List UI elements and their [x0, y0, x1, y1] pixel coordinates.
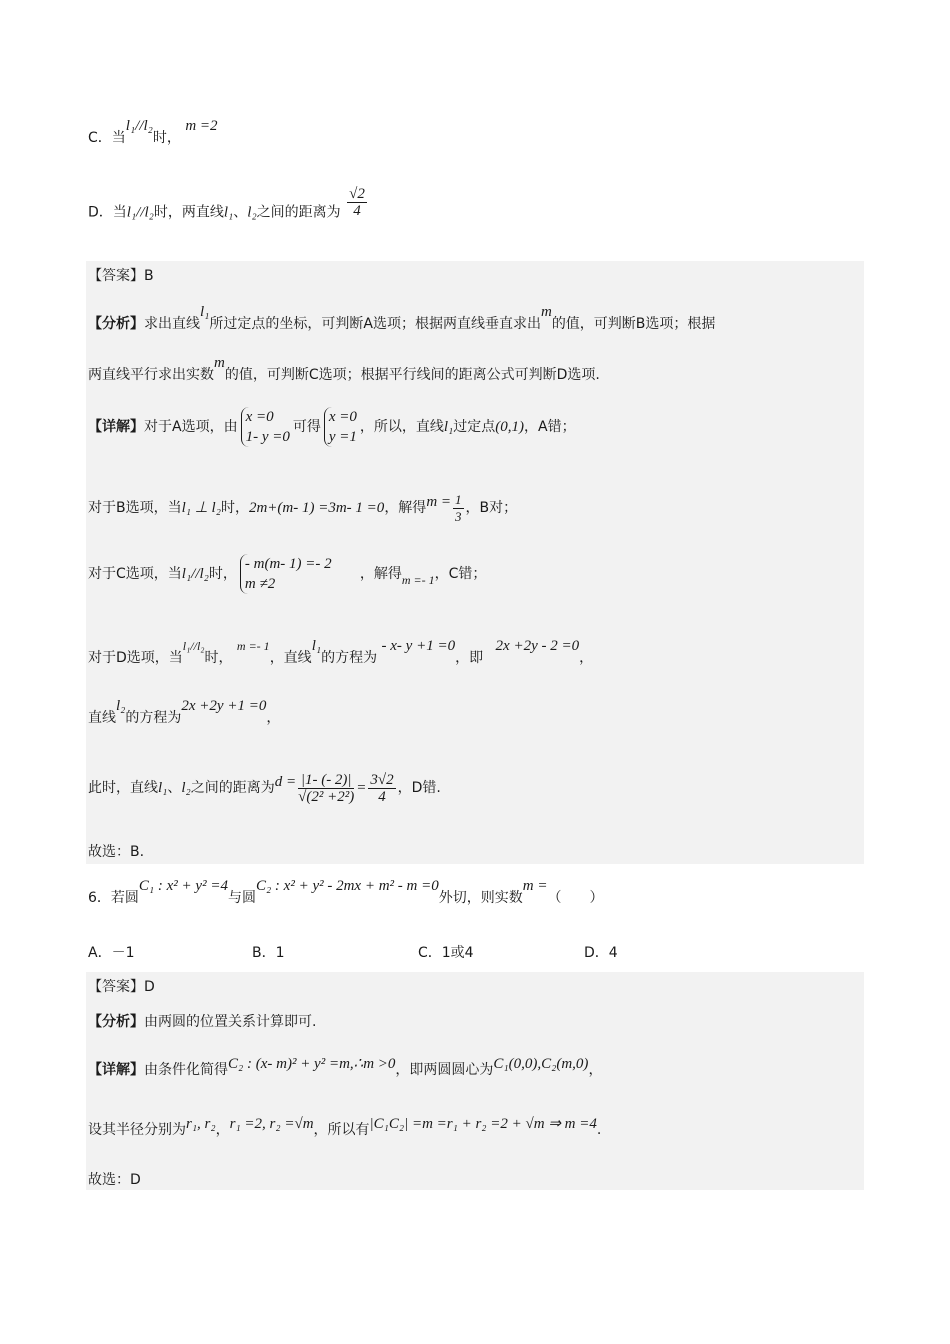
q5-b-text2: 时，: [220, 500, 249, 516]
q5-analysis-text-3: 的值，可判断B选项；根据: [551, 316, 716, 332]
q5-detail-e: [88, 698, 864, 728]
q6-detail-1: [88, 1056, 864, 1080]
option-d-cond: l₁//l₂: [126, 204, 154, 221]
q5-c-system-row1: - m(m- 1) =- 2: [244, 556, 332, 572]
q5-detail-a-text3: ，所以，直线: [359, 419, 444, 435]
q5-d-text4: 的方程为: [321, 650, 378, 666]
q5-detail-a-text2: 可得: [292, 419, 321, 435]
q6-r-text2: ，: [215, 1122, 230, 1138]
q5-b-m: m =: [426, 494, 452, 510]
q5-system-2-row1: x =0: [328, 409, 357, 425]
q5-analysis-text-4a: 两直线平行求出实数: [88, 367, 214, 383]
q5-d-text5: ，即: [455, 650, 484, 666]
q5-f-l2: l₂: [181, 780, 191, 796]
q5-detail-a-text4: 过定点: [453, 419, 496, 435]
q6-detail-text3: ，: [588, 1062, 603, 1078]
q6-r-vars: r₁, r₂: [186, 1116, 216, 1132]
q6-question: [88, 878, 864, 908]
q6-detail-2: [88, 1116, 864, 1140]
q6-m: m =: [522, 878, 548, 894]
q5-f-text2: 之间的距离为: [190, 780, 275, 796]
q5-c-cond: l₁//l₂: [181, 566, 209, 582]
q6-analysis-tag: 【分析】: [88, 1014, 144, 1030]
option-d-frac-den: 4: [353, 203, 361, 219]
q6-answer: 【答案】D: [88, 979, 155, 995]
q5-b-frac-num: 1: [455, 491, 462, 507]
q5-c-text1: 对于C选项，当: [88, 566, 182, 582]
q5-d-text2: 时，: [204, 650, 233, 666]
q5-e-equation: 2x +2y +1 =0: [181, 698, 267, 714]
q6-solution-box: [86, 972, 864, 1190]
option-d-fraction: [347, 186, 367, 219]
q5-f-equals: =: [356, 780, 367, 796]
q5-b-text1: 对于B选项，当: [88, 500, 182, 516]
q5-e-l2: l₂: [116, 698, 126, 714]
q6-detail-text1: 由条件化简得: [144, 1062, 228, 1078]
q5-f-fraction-1: [298, 772, 354, 805]
q5-b-cond: l₁ ⊥ l₂: [181, 500, 221, 516]
q5-f-sep: 、: [167, 780, 182, 796]
option-d-frac-num: √2: [349, 186, 365, 202]
q5-c-text4: ，C错；: [434, 566, 487, 582]
q5-system-1-row2: 1- y =0: [245, 429, 290, 445]
option-d-label: D．当: [88, 204, 127, 221]
q5-analysis-text-1: 求出直线: [144, 316, 200, 332]
q6-r-values: r₁ =2, r₂ =√m: [229, 1116, 314, 1132]
q5-system-2: [324, 407, 357, 447]
q5-f-fraction-2: [368, 772, 395, 805]
q5-system-2-row2: y =1: [328, 429, 357, 445]
q6-choice-a: A．－1: [88, 945, 135, 961]
q5-f-frac2-num: 3√2: [370, 771, 394, 788]
q6-r-text4: .: [596, 1122, 602, 1138]
q5-d-m: m =- 1: [236, 639, 270, 653]
q5-d-text6: ，: [579, 650, 594, 666]
q5-f-text3: ，D错.: [397, 780, 441, 796]
q5-final: 故选：B.: [88, 844, 145, 860]
q5-analysis-m2: m: [214, 355, 225, 371]
q5-f-frac2-den: 4: [378, 788, 386, 805]
q6-detail-text2: ，即两圆圆心为: [395, 1062, 494, 1078]
q5-e-text3: ，: [266, 710, 281, 726]
q6-text2: 与圆: [227, 890, 256, 906]
q6-text1: 6．若圆: [88, 890, 139, 906]
q5-b-frac-den: 3: [455, 508, 462, 524]
option-c-result: m =2: [185, 118, 218, 134]
q5-c-system: [240, 554, 345, 594]
q5-detail-d: [88, 638, 864, 668]
q5-analysis-tag: 【分析】: [88, 316, 144, 332]
q5-system-1-row1: x =0: [245, 409, 274, 425]
option-d-tail: 之间的距离为: [256, 204, 341, 221]
q5-d-cond: l₁//l₂: [182, 639, 205, 653]
q5-f-l1: l₁: [158, 780, 168, 796]
q5-analysis-line2: [88, 355, 864, 385]
q5-e-text2: 的方程为: [125, 710, 182, 726]
q6-circle1-eq: C₁ : x² + y² =4: [138, 878, 228, 894]
q5-d-text1: 对于D选项，当: [88, 650, 183, 666]
q6-text3: 外切，则实数: [438, 890, 523, 906]
q6-detail-equation: C₂ : (x- m)² + y² =m,∴m >0: [228, 1056, 396, 1072]
q5-b-text4: ，B对；: [465, 500, 518, 516]
q5-fixed-point: (0,1): [495, 419, 525, 435]
q6-r-equation: |C₁C₂| =m =r₁ + r₂ =2 + √m ⇒ m =4: [369, 1116, 597, 1132]
q5-detail-a-l1: l₁: [443, 419, 454, 435]
option-c-cond: l₁//l₂: [125, 118, 153, 134]
q5-b-fraction: [453, 492, 464, 525]
q5-detail-c: [88, 548, 864, 600]
q5-analysis-m: m: [540, 304, 552, 320]
option-d-l2: l₂: [247, 204, 257, 221]
q6-circle2-eq: C₂ : x² + y² - 2mx + m² - m =0: [255, 878, 439, 894]
q5-c-text3: ，解得: [359, 566, 402, 582]
q5-d-eq1: - x- y +1 =0: [381, 638, 456, 654]
option-c: [88, 118, 864, 148]
q5-c-system-row2: m ≠2: [244, 576, 276, 592]
q5-f-d: d =: [274, 774, 297, 790]
q5-f-text1: 此时，直线: [88, 780, 158, 796]
q5-system-1: [241, 407, 290, 447]
q5-detail-a-text5: ，A错；: [524, 419, 576, 435]
q5-b-equation: 2m+(m- 1) =3m- 1 =0: [248, 500, 385, 516]
q6-choice-b: B．1: [252, 945, 285, 961]
q5-detail-tag: 【详解】: [88, 419, 144, 435]
q5-e-text1: 直线: [88, 710, 116, 726]
q5-d-eq2: 2x +2y - 2 =0: [495, 638, 580, 654]
q5-detail-f: [88, 760, 864, 816]
q5-b-text3: ，解得: [384, 500, 427, 516]
q6-analysis: [88, 1012, 864, 1032]
q6-r-text1: 设其半径分别为: [88, 1122, 186, 1138]
q6-analysis-text: 由两圆的位置关系计算即可.: [144, 1014, 317, 1030]
q5-d-l1: l₁: [311, 638, 322, 654]
q5-detail-b: [88, 486, 864, 530]
q5-c-m: m =- 1: [401, 573, 435, 587]
q5-analysis-text-2: 所过定点的坐标，可判断A选项；根据两直线垂直求出: [209, 316, 541, 332]
q6-choice-d: D．4: [584, 945, 618, 961]
option-d-l1: l₁: [223, 204, 234, 221]
q5-detail-a: [88, 402, 864, 452]
q6-final: 故选：D: [88, 1172, 141, 1188]
q6-choice-c: C．1或4: [418, 945, 474, 961]
option-d: [88, 186, 864, 236]
q5-analysis-text-4b: 的值，可判断C选项；根据平行线间的距离公式可判断D选项.: [224, 367, 600, 383]
q5-detail-a-text1: 对于A选项，由: [144, 419, 238, 435]
q5-analysis-l1: l₁: [200, 304, 210, 320]
q5-analysis-line1: [88, 304, 864, 334]
q5-d-text3: ，直线: [269, 650, 312, 666]
option-d-text: 时，两直线: [153, 204, 224, 221]
q5-f-frac1-den: √(2² +2²): [298, 788, 355, 805]
q6-detail-centers: C₁(0,0),C₂(m,0): [493, 1056, 589, 1072]
q6-detail-tag: 【详解】: [88, 1062, 144, 1078]
q6-text4: （ ）: [547, 890, 604, 906]
q5-f-frac1-num: |1- (- 2)|: [298, 772, 354, 789]
q5-answer: 【答案】B: [88, 268, 154, 284]
option-c-label: C．当: [88, 130, 126, 146]
q5-c-text2: 时，: [208, 566, 237, 582]
option-d-sep: 、: [233, 204, 248, 221]
option-c-mid: 时，: [152, 130, 181, 146]
q6-r-text3: ，所以有: [313, 1122, 370, 1138]
